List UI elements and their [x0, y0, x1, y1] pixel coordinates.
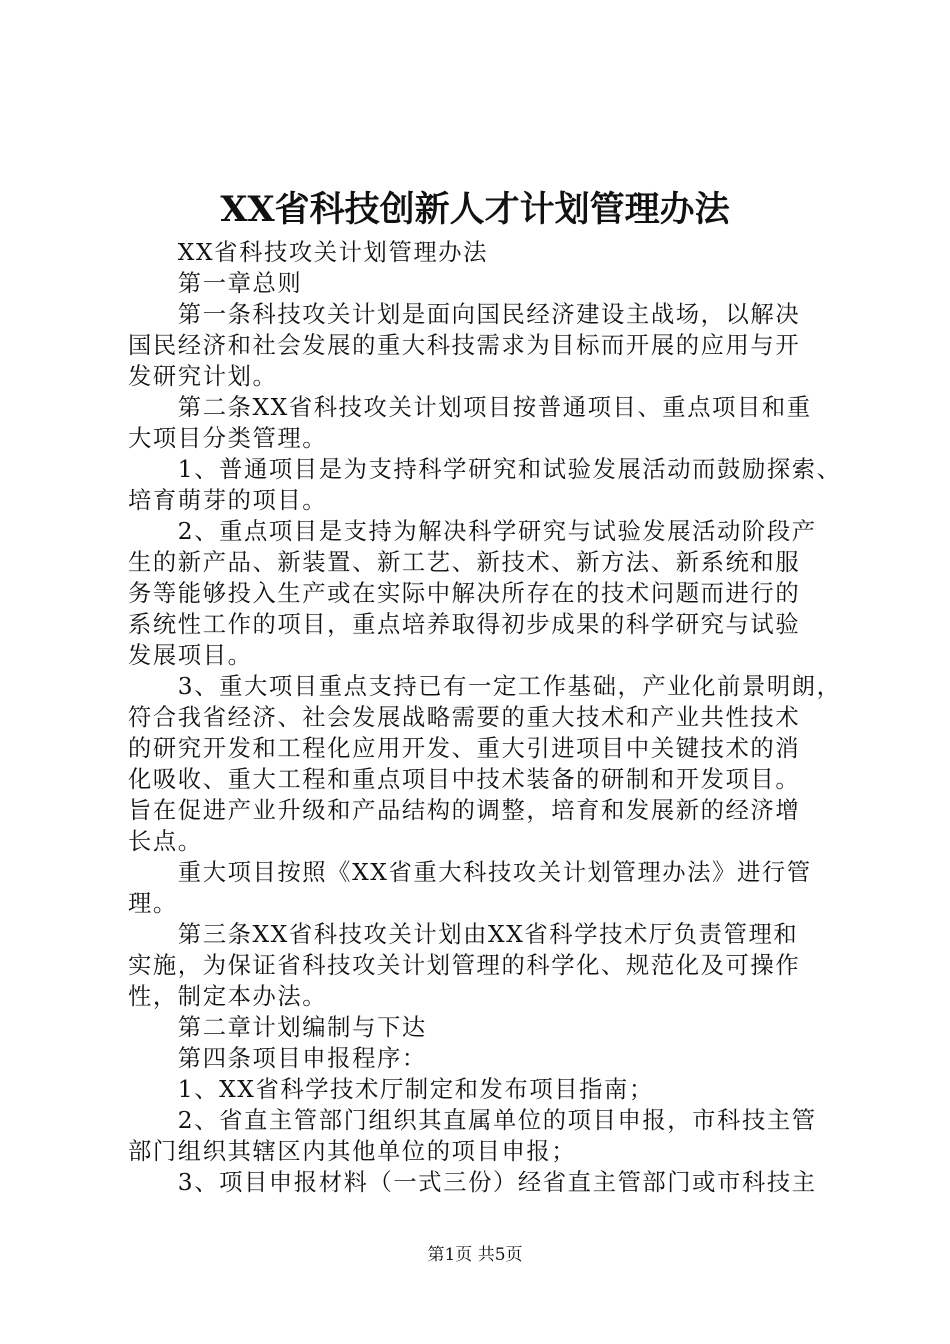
- paragraph-item-2-2: [128, 516, 830, 671]
- paragraph-chapter-2: [128, 1012, 830, 1043]
- text-line: 系统性工作的项目，重点培养取得初步成果的科学研究与试验: [128, 611, 801, 638]
- paragraph-item-2-1: [128, 454, 842, 516]
- text-line: 发研究计划。: [128, 363, 278, 390]
- text-line: XX省科技攻关计划管理办法: [177, 239, 489, 266]
- paragraph-chapter-1: [128, 268, 830, 299]
- paragraph-item-2-3: [128, 671, 842, 857]
- text-line: 2、重点项目是支持为解决科学研究与试验发展活动阶段产: [177, 518, 817, 545]
- text-line: 大项目分类管理。: [128, 425, 328, 452]
- text-line: 第二章计划编制与下达: [177, 1014, 427, 1041]
- text-line: 第三条XX省科技攻关计划由XX省科学技术厅负责管理和: [177, 921, 799, 948]
- text-line: 1、普通项目是为支持科学研究和试验发展活动而鼓励探索、: [177, 456, 842, 483]
- text-line: 发展项目。: [128, 642, 253, 669]
- text-line: 性，制定本办法。: [128, 983, 328, 1010]
- text-line: 部门组织其辖区内其他单位的项目申报；: [128, 1138, 577, 1165]
- text-line: 实施，为保证省科技攻关计划管理的科学化、规范化及可操作: [128, 952, 801, 979]
- text-line: 的研究开发和工程化应用开发、重大引进项目中关键技术的消: [128, 735, 801, 762]
- paragraph-article-4: [128, 1043, 830, 1074]
- paragraph-article-2: [128, 392, 830, 454]
- text-line: 理。: [128, 890, 178, 917]
- text-line: 2、省直主管部门组织其直属单位的项目申报，市科技主管: [177, 1107, 817, 1134]
- text-line: 3、项目申报材料（一式三份）经省直主管部门或市科技主: [177, 1169, 817, 1196]
- page-footer: 第1页 共5页: [427, 1245, 523, 1265]
- document-title: XX省科技创新人才计划管理办法: [220, 189, 730, 230]
- text-line: 重大项目按照《XX省重大科技攻关计划管理办法》进行管: [177, 859, 812, 886]
- text-line: 第一章总则: [177, 270, 303, 297]
- text-line: 生的新产品、新装置、新工艺、新技术、新方法、新系统和服: [128, 549, 801, 576]
- text-line: 务等能够投入生产或在实际中解决所存在的技术问题而进行的: [128, 580, 801, 607]
- text-line: 化吸收、重大工程和重点项目中技术装备的研制和开发项目。: [128, 766, 801, 793]
- paragraph-article-3: [128, 919, 830, 1012]
- paragraph-item-4-2: [128, 1105, 830, 1167]
- text-line: 第四条项目申报程序：: [177, 1045, 427, 1072]
- text-line: 长点。: [128, 828, 203, 855]
- paragraph-item-4-1: [128, 1074, 830, 1105]
- text-line: 培育萌芽的项目。: [128, 487, 328, 514]
- text-line: 第二条XX省科技攻关计划项目按普通项目、重点项目和重: [177, 394, 812, 421]
- document-body: [128, 237, 842, 1198]
- text-line: 第一条科技攻关计划是面向国民经济建设主战场，以解决: [177, 301, 801, 328]
- paragraph-article-1: [128, 299, 830, 392]
- paragraph-item-4-3: [128, 1167, 830, 1198]
- paragraph-subtitle: [128, 237, 830, 268]
- text-line: 符合我省经济、社会发展战略需要的重大技术和产业共性技术: [128, 704, 801, 731]
- text-line: 国民经济和社会发展的重大科技需求为目标而开展的应用与开: [128, 332, 801, 359]
- text-line: 旨在促进产业升级和产品结构的调整，培育和发展新的经济增: [128, 797, 801, 824]
- paragraph-major-note: [128, 857, 830, 919]
- text-line: 1、XX省科学技术厅制定和发布项目指南；: [177, 1076, 654, 1103]
- text-line: 3、重大项目重点支持已有一定工作基础，产业化前景明朗，: [177, 673, 842, 700]
